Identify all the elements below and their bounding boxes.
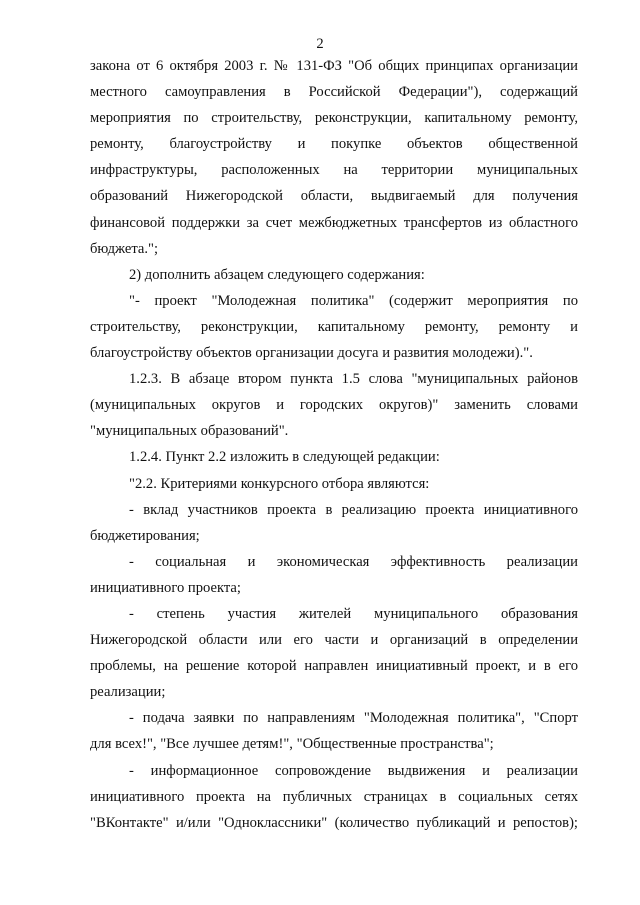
page-number: 2 xyxy=(316,36,324,52)
text-line: финансовой поддержки за счет межбюджетных трансфертов из областного xyxy=(90,214,578,231)
text-line: - информационное сопровождение выдвижения и реализации xyxy=(129,762,578,779)
text-line: инициативного проекта на публичных страницах в социальных сетях xyxy=(90,788,578,805)
text-line: (муниципальных округов и городских округов)" заменить словами xyxy=(90,397,578,414)
text-line: "- проект "Молодежная политика" (содержит мероприятия по xyxy=(129,292,578,309)
text-line: 2) дополнить абзацем следующего содержания: xyxy=(129,266,425,283)
text-line: инициативного проекта; xyxy=(90,579,241,596)
text-line: 1.2.3. В абзаце втором пункта 1.5 слова "муниципальных районов xyxy=(129,371,578,388)
document-body xyxy=(90,53,578,836)
text-line: "ВКонтакте" и/или "Одноклассники" (количество публикаций и репостов); xyxy=(90,814,578,831)
text-line: инфраструктуры, расположенных на территории муниципальных xyxy=(90,162,578,179)
text-line: - социальная и экономическая эффективность реализации xyxy=(129,553,578,570)
text-line: - вклад участников проекта в реализацию проекта инициативного xyxy=(129,501,578,518)
text-line: закона от 6 октября 2003 г. № 131-ФЗ "Об общих принципах организации xyxy=(90,58,578,74)
text-line: "2.2. Критериями конкурсного отбора являются: xyxy=(129,475,430,492)
text-line: местного самоуправления в Российской Федерации"), содержащий xyxy=(90,84,578,101)
text-line: благоустройству объектов организации досуга и развития молодежи).". xyxy=(90,345,533,362)
text-line: мероприятия по строительству, реконструкции, капитальному ремонту, xyxy=(90,110,578,127)
text-line: "муниципальных образований". xyxy=(90,423,289,440)
text-line: бюджета."; xyxy=(90,240,159,257)
text-line: Нижегородской области или его части и организаций в определении xyxy=(90,632,578,649)
text-line: - подача заявки по направлениям "Молодежная политика", "Спорт xyxy=(129,710,578,727)
text-line: образований Нижегородской области, выдвигаемый для получения xyxy=(90,188,578,205)
text-line: - степень участия жителей муниципального образования xyxy=(129,605,578,622)
text-line: бюджетирования; xyxy=(90,527,200,544)
text-line: ремонту, благоустройству и покупке объектов общественной xyxy=(90,136,578,153)
text-line: строительству, реконструкции, капитальному ремонту, ремонту и xyxy=(90,318,578,335)
text-line: для всех!", "Все лучшее детям!", "Общественные пространства"; xyxy=(90,736,494,753)
text-line: проблемы, на решение которой направлен инициативный проект, и в его xyxy=(90,658,578,675)
text-line: реализации; xyxy=(90,684,166,701)
text-line: 1.2.4. Пункт 2.2 изложить в следующей редакции: xyxy=(129,449,440,466)
